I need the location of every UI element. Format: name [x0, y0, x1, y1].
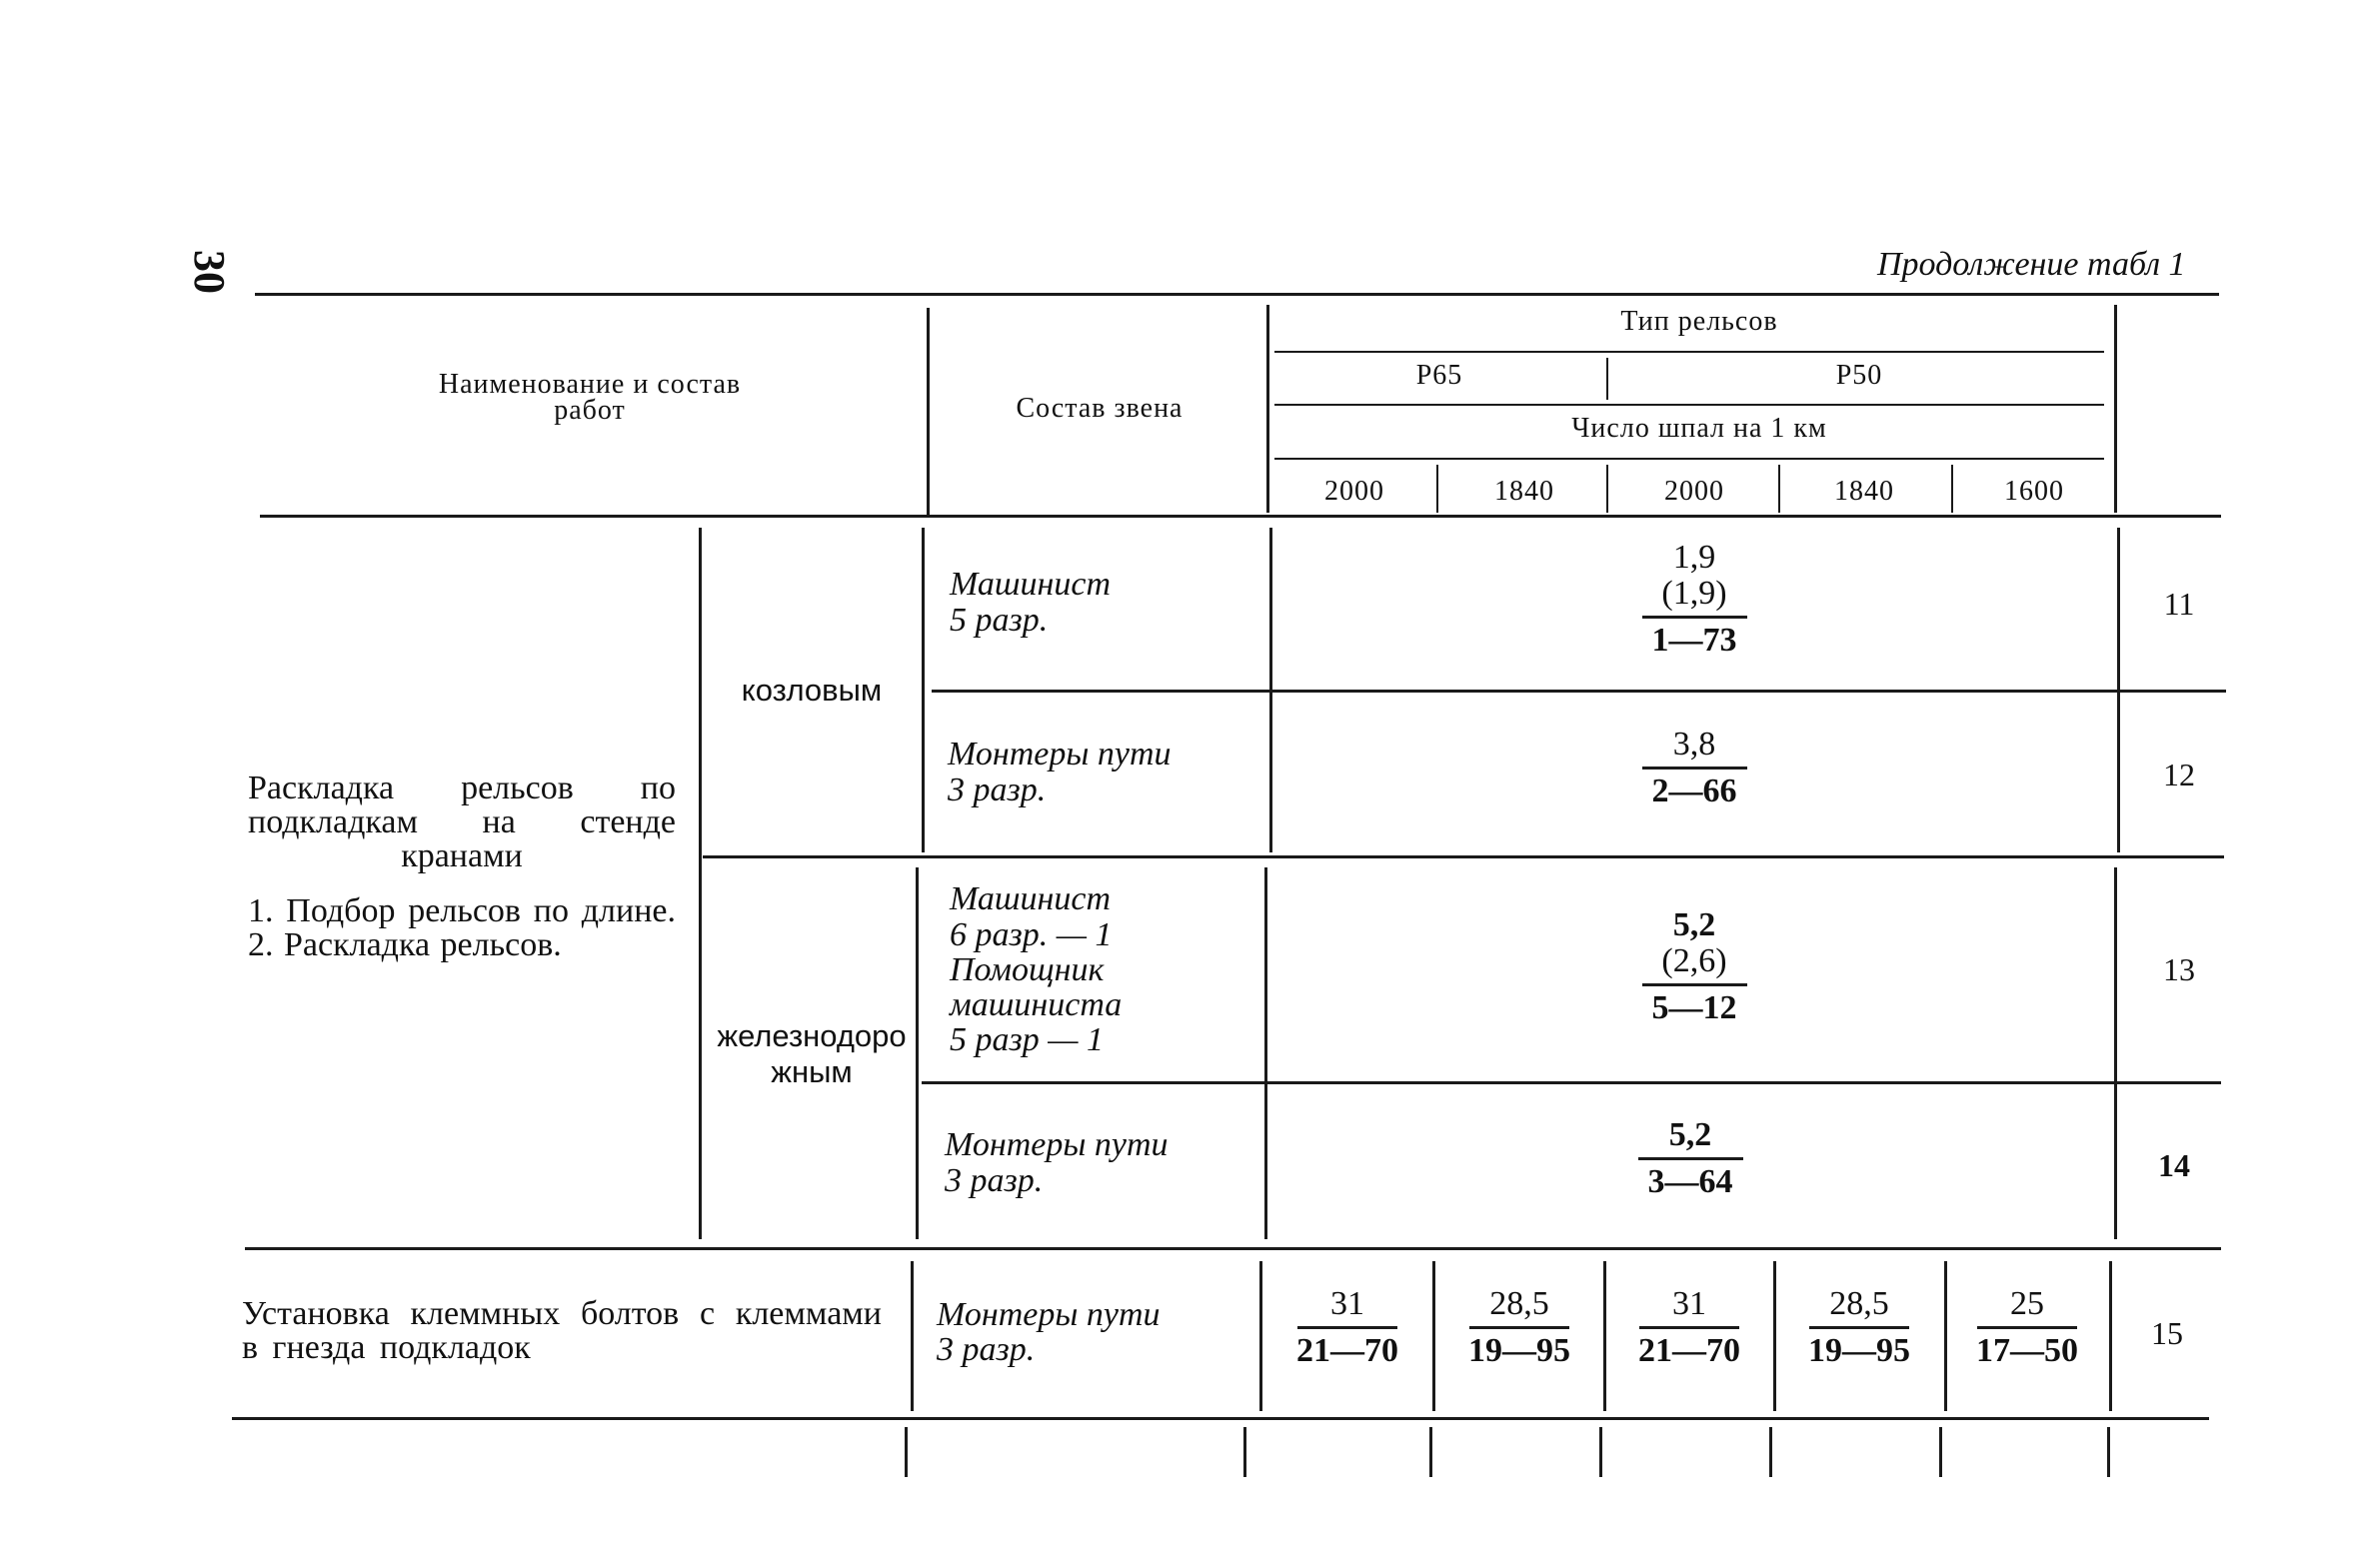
row14-crew-2: 3 разр. [945, 1162, 1044, 1199]
row11-value [1639, 540, 1749, 659]
row11-crew-2: 5 разр. [950, 602, 1049, 639]
row15-vline-c2 [1432, 1261, 1435, 1411]
r50-header: Р50 [1835, 360, 1883, 391]
row13-value [1639, 907, 1749, 1026]
row15-cell-4-value: 28,5 [1829, 1285, 1889, 1322]
row15-cell-3-value: 31 [1672, 1285, 1706, 1322]
row15-vline-c4 [1773, 1261, 1776, 1411]
next-row-vline-6 [1939, 1427, 1942, 1477]
row15-number: 15 [2151, 1315, 2183, 1351]
row12-fraction-bar [1642, 767, 1747, 770]
row13-crew-4: машиниста [950, 986, 1123, 1023]
row15-cell-5-bar [1977, 1326, 2077, 1329]
row15-cell-5-value: 25 [2010, 1285, 2044, 1322]
sleeper-count-1: 2000 [1324, 476, 1384, 507]
row15-cell-1-rate: 21—70 [1296, 1332, 1398, 1369]
header-vline-s3 [1778, 465, 1780, 513]
crew-vline-a [922, 528, 925, 852]
header-vline-values [1266, 305, 1269, 513]
row12-value [1639, 727, 1749, 809]
row15-vline-c5 [1944, 1261, 1947, 1411]
row11-rate: 1—73 [1651, 622, 1737, 659]
row11-fraction-bar [1642, 616, 1747, 619]
gantry-bottom-rule [703, 855, 2224, 858]
row12-number: 12 [2163, 757, 2195, 792]
col-work-header: Наименование и состав работ [438, 369, 742, 426]
header-vline-s4 [1951, 465, 1953, 513]
row12-crew-1: Монтеры пути [948, 736, 1172, 772]
next-row-vline-7 [2107, 1427, 2110, 1477]
row13-value-main: 5,2 [1672, 906, 1716, 943]
rail-type-rule [1274, 351, 2104, 353]
row15-cell-4-bar [1809, 1326, 1909, 1329]
header-bottom-rule [260, 515, 2221, 518]
row15-cell-2 [1459, 1286, 1579, 1369]
row12-crew-2: 3 разр. [948, 772, 1047, 808]
row15-cell-4 [1799, 1286, 1919, 1369]
row15-work: Установка клеммных болтов с клеммами в гнезда подкладок [242, 1295, 882, 1366]
header-vline-s1 [1436, 465, 1438, 513]
row15-cell-1-value: 31 [1330, 1285, 1364, 1322]
crane-rail: железнодорожным [717, 1018, 907, 1089]
row11-number: 11 [2163, 586, 2195, 622]
crane-gantry: козловым [741, 673, 883, 708]
row14-crew-1: Монтеры пути [945, 1126, 1169, 1163]
sleeper-count-4: 1840 [1834, 476, 1894, 507]
row15-cell-2-value: 28,5 [1489, 1285, 1549, 1322]
row15-vline-no [2109, 1261, 2112, 1411]
continuation-note: Продолжение табл 1 [1877, 246, 2186, 283]
row11-value-alt: (1,9) [1661, 575, 1727, 612]
row13-crew-2: 6 разр. — 1 [950, 916, 1113, 953]
crew-vline-b [916, 867, 919, 1239]
sleeper-count-2: 1840 [1494, 476, 1554, 507]
row15-vline-values [1259, 1261, 1262, 1411]
crane-vline [699, 528, 702, 1239]
row15-cell-3-rate: 21—70 [1638, 1332, 1740, 1369]
row15-bottom-rule [232, 1417, 2209, 1420]
row15-crew-2: 3 разр. [937, 1331, 1036, 1368]
next-row-vline-5 [1769, 1427, 1772, 1477]
next-row-vline-3 [1429, 1427, 1432, 1477]
row13-value-alt: (2,6) [1661, 942, 1727, 979]
row14-rate: 3—64 [1647, 1163, 1733, 1200]
sleeper-count-5: 1600 [2004, 476, 2064, 507]
group1-bottom-rule [245, 1247, 2221, 1250]
row15-vline-c3 [1603, 1261, 1606, 1411]
group1-work-detail: 1. Подбор рельсов по длине. 2. Раскладка рельсов. [248, 892, 676, 963]
row15-cell-3 [1629, 1286, 1749, 1369]
header-vline-s2 [1606, 465, 1608, 513]
row13-rate: 5—12 [1651, 989, 1737, 1026]
row13-fraction-bar [1642, 983, 1747, 986]
row15-cell-4-rate: 19—95 [1808, 1332, 1910, 1369]
row13-crew-1: Машинист [950, 880, 1112, 917]
values-vline-b [1264, 867, 1267, 1239]
row15-cell-2-rate: 19—95 [1468, 1332, 1570, 1369]
page-number: 30 [185, 250, 234, 294]
rail-type-header: Тип рельсов [1620, 306, 1778, 337]
sleepers-header: Число шпал на 1 км [1571, 413, 1827, 444]
row13-crew-3: Помощник [950, 951, 1105, 988]
row14-number: 14 [2158, 1147, 2190, 1183]
row15-cell-2-bar [1469, 1326, 1569, 1329]
row13-crew-5: 5 разр — 1 [950, 1021, 1104, 1058]
row15-cell-1-bar [1297, 1326, 1397, 1329]
row13-bottom-rule [922, 1081, 2221, 1084]
header-vline-r65-r50 [1606, 358, 1608, 400]
row13-number: 13 [2163, 951, 2195, 987]
row12-rate: 2—66 [1651, 772, 1737, 809]
row15-crew-1: Монтеры пути [937, 1296, 1161, 1333]
row15-cell-5-rate: 17—50 [1976, 1332, 2078, 1369]
header-vline-no [2114, 305, 2117, 513]
top-rule [255, 293, 2219, 296]
col-crew-header: Состав звена [1016, 393, 1184, 424]
row12-value-main: 3,8 [1672, 726, 1716, 763]
sleepers-rule [1274, 458, 2104, 460]
row11-value-main: 1,9 [1672, 539, 1716, 576]
next-row-vline-1 [905, 1427, 908, 1477]
row14-value-main: 5,2 [1668, 1116, 1712, 1153]
row14-value [1635, 1117, 1745, 1200]
no-vline-b [2114, 867, 2117, 1239]
header-vline-crew [927, 308, 930, 515]
row11-crew-1: Машинист [950, 566, 1112, 603]
row15-cell-1 [1287, 1286, 1407, 1369]
group1-work-title: Раскладка рельсов по подкладкам на стенде кранами [248, 770, 676, 874]
row11-bottom-rule [932, 690, 2226, 693]
row15-cell-3-bar [1639, 1326, 1739, 1329]
next-row-vline-2 [1243, 1427, 1246, 1477]
next-row-vline-4 [1599, 1427, 1602, 1477]
r65-header: Р65 [1415, 360, 1463, 391]
sleeper-count-3: 2000 [1664, 476, 1724, 507]
r65-r50-rule [1274, 404, 2104, 406]
row15-vline-crew [911, 1261, 914, 1411]
row14-fraction-bar [1638, 1157, 1743, 1160]
row15-cell-5 [1967, 1286, 2087, 1369]
